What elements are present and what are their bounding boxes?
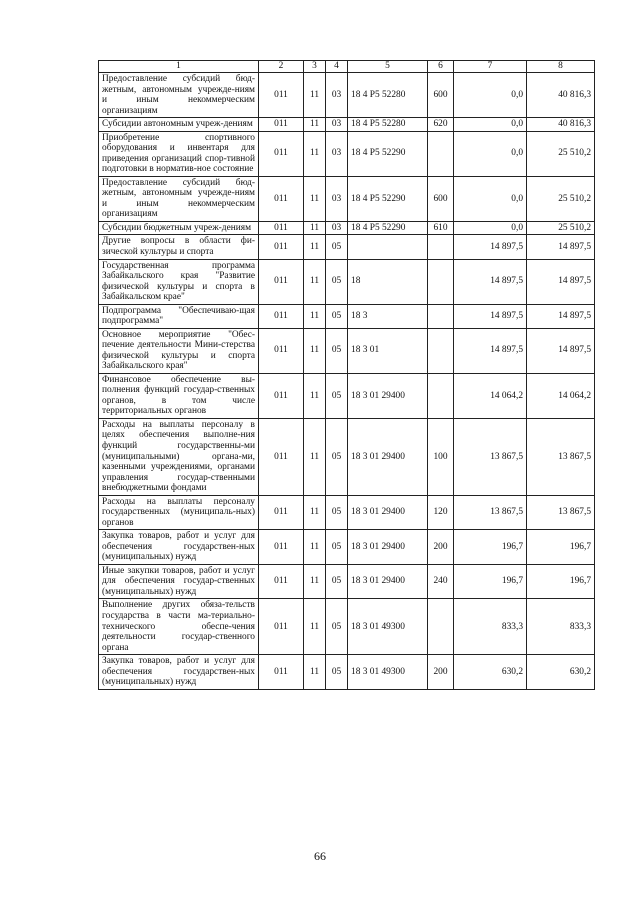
- row-name-cell: Приобретение спортивного оборудования и инвентаря для приведения организаций спор-тивной подготовки в норматив-ное состояние: [99, 131, 259, 176]
- subsection-cell: 05: [326, 495, 348, 530]
- amount-cell: 13 867,5: [527, 418, 595, 495]
- column-header: 6: [428, 61, 454, 73]
- amount-prev-cell: 14 897,5: [454, 328, 527, 373]
- table-row: [99, 131, 595, 176]
- section-cell: 11: [304, 564, 326, 599]
- amount-prev-cell: 0,0: [454, 118, 527, 132]
- row-name-cell: Финансовое обеспечение вы-полнения функций государ-ственных органов, в том числе территориальных органов: [99, 373, 259, 418]
- amount-cell: 40 816,3: [527, 118, 595, 132]
- table-body: [99, 73, 595, 690]
- amount-prev-cell: 0,0: [454, 176, 527, 221]
- subsection-cell: 03: [326, 131, 348, 176]
- subsection-cell: 05: [326, 655, 348, 690]
- section-cell: 11: [304, 328, 326, 373]
- amount-cell: 40 816,3: [527, 73, 595, 118]
- table-row: [99, 118, 595, 132]
- ministry-code-cell: 011: [259, 655, 304, 690]
- target-article-cell: 18 3 01 29400: [348, 495, 428, 530]
- ministry-code-cell: 011: [259, 530, 304, 565]
- expense-type-cell: 240: [428, 564, 454, 599]
- amount-prev-cell: 630,2: [454, 655, 527, 690]
- section-cell: 11: [304, 176, 326, 221]
- section-cell: 11: [304, 495, 326, 530]
- column-header: 3: [304, 61, 326, 73]
- table-row: [99, 235, 595, 259]
- subsection-cell: 05: [326, 599, 348, 655]
- subsection-cell: 05: [326, 373, 348, 418]
- column-header: 2: [259, 61, 304, 73]
- table-row: [99, 176, 595, 221]
- subsection-cell: 03: [326, 118, 348, 132]
- section-cell: 11: [304, 73, 326, 118]
- expense-type-cell: [428, 235, 454, 259]
- subsection-cell: 03: [326, 176, 348, 221]
- amount-prev-cell: 14 897,5: [454, 304, 527, 328]
- expense-type-cell: 200: [428, 655, 454, 690]
- section-cell: 11: [304, 304, 326, 328]
- target-article-cell: 18 3 01: [348, 328, 428, 373]
- ministry-code-cell: 011: [259, 131, 304, 176]
- amount-cell: 14 897,5: [527, 304, 595, 328]
- row-name-cell: Закупка товаров, работ и услуг для обеспечения государствен-ных (муниципальных) нужд: [99, 530, 259, 565]
- row-name-cell: Выполнение других обяза-тельств государства в части ма-териально-технического обеспе-чения деятельности государ-ственного органа: [99, 599, 259, 655]
- row-name-cell: Расходы на выплаты персоналу в целях обеспечения выполне-ния функций государственны-ми (муниципальными) органа-ми, казенными учреждениями, органами управления государ-ственными внебюджетными фондами: [99, 418, 259, 495]
- target-article-cell: 18 4 P5 52280: [348, 118, 428, 132]
- amount-cell: 13 867,5: [527, 495, 595, 530]
- target-article-cell: 18 3 01 29400: [348, 564, 428, 599]
- row-name-cell: Предоставление субсидий бюд-жетным, автономным учрежде-ниям и иным некоммерческим организациям: [99, 73, 259, 118]
- subsection-cell: 05: [326, 418, 348, 495]
- row-name-cell: Государственная программа Забайкальского края "Развитие физической культуры и спорта в Забайкальском крае": [99, 259, 259, 304]
- target-article-cell: [348, 235, 428, 259]
- table-row: [99, 373, 595, 418]
- amount-prev-cell: 833,3: [454, 599, 527, 655]
- target-article-cell: 18 3 01 49300: [348, 599, 428, 655]
- row-name-cell: Субсидии автономным учреж-дениям: [99, 118, 259, 132]
- section-cell: 11: [304, 235, 326, 259]
- table-row: [99, 495, 595, 530]
- expense-type-cell: 100: [428, 418, 454, 495]
- row-name-cell: Расходы на выплаты персоналу государственных (муниципаль-ных) органов: [99, 495, 259, 530]
- budget-table: [98, 60, 595, 690]
- row-name-cell: Закупка товаров, работ и услуг для обеспечения государствен-ных (муниципальных) нужд: [99, 655, 259, 690]
- table-row: [99, 564, 595, 599]
- amount-cell: 196,7: [527, 564, 595, 599]
- subsection-cell: 03: [326, 73, 348, 118]
- page-number: 66: [314, 849, 326, 863]
- ministry-code-cell: 011: [259, 259, 304, 304]
- amount-prev-cell: 196,7: [454, 564, 527, 599]
- subsection-cell: 05: [326, 235, 348, 259]
- ministry-code-cell: 011: [259, 73, 304, 118]
- row-name-cell: Иные закупки товаров, работ и услуг для обеспечения государ-ственных (муниципальных) нужд: [99, 564, 259, 599]
- expense-type-cell: [428, 131, 454, 176]
- ministry-code-cell: 011: [259, 304, 304, 328]
- amount-cell: 25 510,2: [527, 221, 595, 235]
- subsection-cell: 05: [326, 530, 348, 565]
- expense-type-cell: [428, 328, 454, 373]
- expense-type-cell: 620: [428, 118, 454, 132]
- row-name-cell: Другие вопросы в области фи-зической культуры и спорта: [99, 235, 259, 259]
- section-cell: 11: [304, 131, 326, 176]
- section-cell: 11: [304, 373, 326, 418]
- target-article-cell: 18 3 01 29400: [348, 373, 428, 418]
- amount-prev-cell: 13 867,5: [454, 495, 527, 530]
- row-name-cell: Субсидии бюджетным учреж-дениям: [99, 221, 259, 235]
- expense-type-cell: [428, 373, 454, 418]
- amount-prev-cell: 14 897,5: [454, 259, 527, 304]
- expense-type-cell: 600: [428, 73, 454, 118]
- table-row: [99, 221, 595, 235]
- section-cell: 11: [304, 599, 326, 655]
- ministry-code-cell: 011: [259, 328, 304, 373]
- amount-cell: 630,2: [527, 655, 595, 690]
- subsection-cell: 05: [326, 564, 348, 599]
- column-header: 1: [99, 61, 259, 73]
- ministry-code-cell: 011: [259, 235, 304, 259]
- table-row: [99, 259, 595, 304]
- target-article-cell: 18 4 P5 52290: [348, 176, 428, 221]
- table-row: [99, 655, 595, 690]
- expense-type-cell: [428, 304, 454, 328]
- row-name-cell: Подпрограмма "Обеспечиваю-щая подпрограмма": [99, 304, 259, 328]
- subsection-cell: 05: [326, 304, 348, 328]
- table-row: [99, 418, 595, 495]
- amount-cell: 196,7: [527, 530, 595, 565]
- section-cell: 11: [304, 418, 326, 495]
- target-article-cell: 18 3 01 29400: [348, 530, 428, 565]
- column-header: 8: [527, 61, 595, 73]
- subsection-cell: 03: [326, 221, 348, 235]
- row-name-cell: Предоставление субсидий бюд-жетным, автономным учрежде-ниям и иным некоммерческим организациям: [99, 176, 259, 221]
- amount-prev-cell: 14 064,2: [454, 373, 527, 418]
- section-cell: 11: [304, 221, 326, 235]
- expense-type-cell: [428, 599, 454, 655]
- header-row: [99, 61, 595, 73]
- amount-cell: 14 064,2: [527, 373, 595, 418]
- ministry-code-cell: 011: [259, 373, 304, 418]
- ministry-code-cell: 011: [259, 118, 304, 132]
- target-article-cell: 18 3 01 29400: [348, 418, 428, 495]
- section-cell: 11: [304, 259, 326, 304]
- amount-prev-cell: 0,0: [454, 73, 527, 118]
- amount-prev-cell: 13 867,5: [454, 418, 527, 495]
- amount-cell: 833,3: [527, 599, 595, 655]
- target-article-cell: 18 4 P5 52290: [348, 131, 428, 176]
- target-article-cell: 18 3: [348, 304, 428, 328]
- column-header: 5: [348, 61, 428, 73]
- amount-cell: 14 897,5: [527, 259, 595, 304]
- amount-prev-cell: 0,0: [454, 221, 527, 235]
- subsection-cell: 05: [326, 259, 348, 304]
- column-header: 7: [454, 61, 527, 73]
- column-header: 4: [326, 61, 348, 73]
- amount-prev-cell: 0,0: [454, 131, 527, 176]
- expense-type-cell: 600: [428, 176, 454, 221]
- subsection-cell: 05: [326, 328, 348, 373]
- section-cell: 11: [304, 655, 326, 690]
- expense-type-cell: [428, 259, 454, 304]
- section-cell: 11: [304, 118, 326, 132]
- amount-cell: 25 510,2: [527, 176, 595, 221]
- ministry-code-cell: 011: [259, 495, 304, 530]
- table-row: [99, 530, 595, 565]
- table-row: [99, 73, 595, 118]
- ministry-code-cell: 011: [259, 599, 304, 655]
- table-row: [99, 304, 595, 328]
- target-article-cell: 18 4 P5 52280: [348, 73, 428, 118]
- amount-cell: 25 510,2: [527, 131, 595, 176]
- expense-type-cell: 610: [428, 221, 454, 235]
- expense-type-cell: 200: [428, 530, 454, 565]
- target-article-cell: 18: [348, 259, 428, 304]
- target-article-cell: 18 3 01 49300: [348, 655, 428, 690]
- ministry-code-cell: 011: [259, 221, 304, 235]
- section-cell: 11: [304, 530, 326, 565]
- amount-prev-cell: 196,7: [454, 530, 527, 565]
- row-name-cell: Основное мероприятие "Обес-печение деятельности Мини-стерства физической культуры и спорта Забайкальского края": [99, 328, 259, 373]
- ministry-code-cell: 011: [259, 418, 304, 495]
- amount-cell: 14 897,5: [527, 328, 595, 373]
- amount-prev-cell: 14 897,5: [454, 235, 527, 259]
- ministry-code-cell: 011: [259, 176, 304, 221]
- amount-cell: 14 897,5: [527, 235, 595, 259]
- table-row: [99, 328, 595, 373]
- target-article-cell: 18 4 P5 52290: [348, 221, 428, 235]
- expense-type-cell: 120: [428, 495, 454, 530]
- table-row: [99, 599, 595, 655]
- ministry-code-cell: 011: [259, 564, 304, 599]
